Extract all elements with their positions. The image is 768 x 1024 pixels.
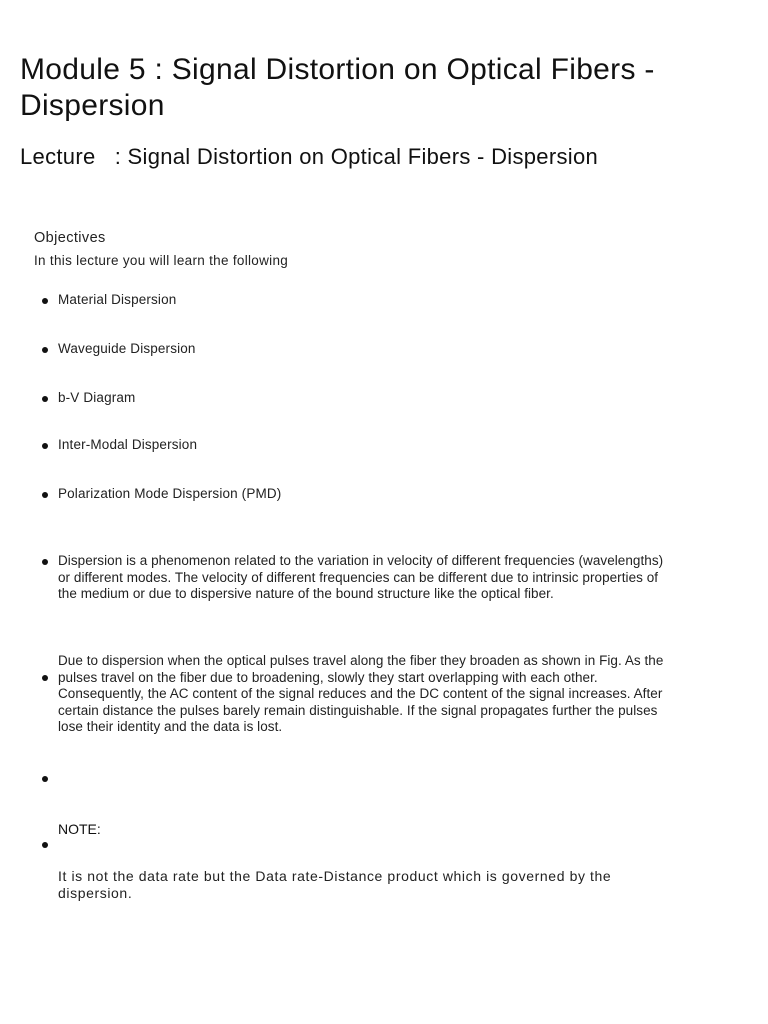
bullet-icon — [42, 298, 48, 304]
bullet-icon — [42, 559, 48, 565]
dispersion-definition-paragraph: Dispersion is a phenomenon related to the variation in velocity of different frequencies (wavelengths) or different modes. The velocity of different frequencies can be different due to intrinsic properties of the medium or due to dispersive nature of the bound structure like the optical fiber. — [58, 553, 664, 601]
bullet-icon — [42, 347, 48, 353]
bullet-icon — [42, 776, 48, 782]
bullet-icon — [42, 842, 48, 848]
bullet-icon — [42, 492, 48, 498]
bullet-icon — [42, 396, 48, 402]
objectives-intro: In this lecture you will learn the following — [34, 253, 289, 268]
objective-item-waveguide-dispersion: Waveguide Dispersion — [58, 341, 196, 356]
note-text: It is not the data rate but the Data rate-Distance product which is governed by the dispersion. — [58, 868, 612, 901]
bullet-icon — [42, 443, 48, 449]
bullet-icon — [42, 675, 48, 681]
note-label: NOTE: — [58, 821, 101, 837]
objective-item-bv-diagram: b-V Diagram — [58, 390, 136, 405]
objective-item-material-dispersion: Material Dispersion — [58, 292, 177, 307]
objective-item-inter-modal-dispersion: Inter-Modal Dispersion — [58, 437, 198, 452]
objective-item-pmd: Polarization Mode Dispersion (PMD) — [58, 486, 282, 501]
pulse-broadening-paragraph: Due to dispersion when the optical pulses travel along the fiber they broaden as shown in Fig. As the pulses travel on the fiber due to broadening, slowly they start overlapping with each other. Consequently, the AC content of the signal reduces and the DC content of the signal increases. After certain distance the pulses barely remain distinguishable. If the signal propagates further the pulses lose their identity and the data is lost. — [58, 653, 664, 734]
objectives-heading: Objectives — [34, 230, 106, 246]
lecture-title: Lecture : Signal Distortion on Optical Fibers - Dispersion — [20, 144, 599, 169]
module-title: Module 5 : Signal Distortion on Optical Fibers - Dispersion — [20, 53, 655, 122]
